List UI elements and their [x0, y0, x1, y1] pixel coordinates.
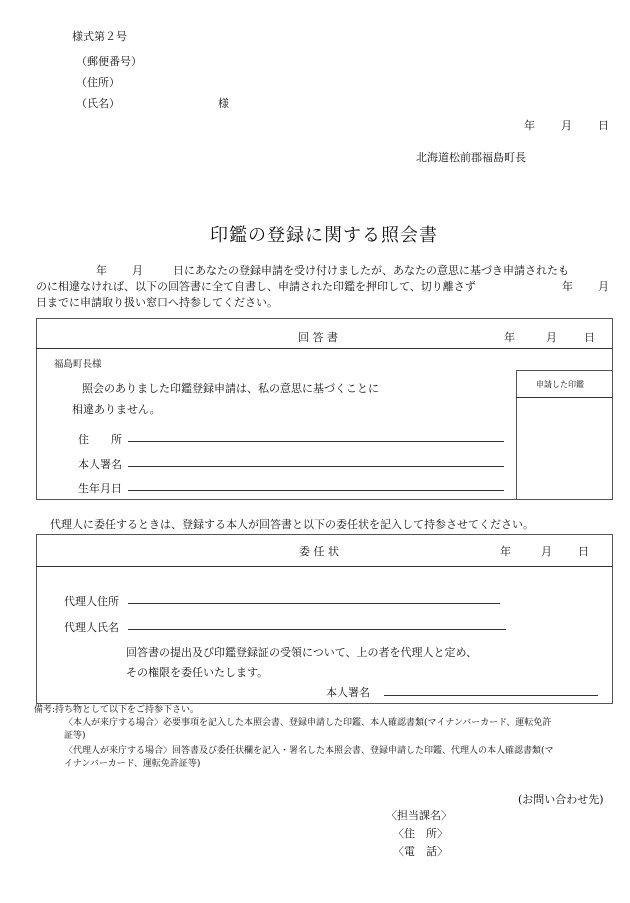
- notes-intro: 備考:持ち物として以下をご持参下さい。: [34, 705, 200, 715]
- seal-box-label: 申請した印鑑: [536, 380, 584, 389]
- contact-heading: (お問い合わせ先): [518, 793, 604, 806]
- reply-header-divider: [36, 348, 613, 349]
- reply-signature-field[interactable]: [128, 466, 504, 467]
- proxy-date-month: 月: [541, 545, 552, 558]
- proxy-heading: 委 任 状: [299, 545, 339, 558]
- reply-address-label: 住 所: [78, 433, 122, 446]
- form-number: 様式第２号: [72, 30, 127, 43]
- reply-dob-label: 生年月日: [78, 482, 122, 495]
- agent-address-label: 代理人住所: [64, 595, 119, 608]
- proxy-notice: 代理人に委任するときは、登録する本人が回答書と以下の委任状を記入して持参させてください。: [50, 518, 534, 531]
- intro-line-2-month: 月: [598, 280, 609, 293]
- contact-department: 〈担当課名〉: [386, 809, 452, 822]
- header-date-month: 月: [561, 119, 572, 132]
- proxy-header-divider: [36, 566, 613, 567]
- reply-signature-label: 本人署名: [78, 458, 122, 471]
- postal-code-label: （郵便番号）: [76, 55, 142, 68]
- intro-line-2-year: 年: [562, 280, 573, 293]
- header-date-year: 年: [524, 119, 535, 132]
- honorific-sama: 様: [218, 97, 229, 110]
- proxy-date-year: 年: [500, 545, 511, 558]
- issuer-name: 北海道松前郡福島町長: [416, 151, 526, 164]
- notes-agent-line-1: 〈代理人が来庁する場合〉回答書及び委任状欄を記入・署名した本照会書、登録申請した印鑑、代理人の本人確認書類(マ: [64, 746, 554, 756]
- agent-address-field[interactable]: [128, 603, 500, 604]
- name-label: （氏名）: [76, 97, 120, 110]
- intro-line-1: 日にあなたの登録申請を受け付けましたが、あなたの意思に基づき申請されたも: [173, 264, 569, 277]
- agent-name-label: 代理人氏名: [64, 621, 119, 634]
- notes-self-line-1: 〈本人が来庁する場合〉必要事項を記入した本照会書、登録申請した印鑑、本人確認書類(マイナンバーカード、運転免許: [64, 718, 552, 728]
- reply-body-line-2: 相違ありません。: [72, 403, 161, 416]
- reply-heading: 回 答 書: [298, 331, 338, 344]
- proxy-date-day: 日: [578, 545, 589, 558]
- reply-dob-field[interactable]: [128, 490, 504, 491]
- intro-month: 月: [132, 264, 143, 277]
- address-label: （住所）: [76, 76, 120, 89]
- contact-address: 〈住 所〉: [393, 827, 448, 840]
- notes-agent-line-2: イナンバーカード、運転免許証等): [64, 759, 201, 769]
- notes-self-line-2: 証等): [64, 731, 86, 741]
- reply-addressee: 福島町長様: [54, 359, 102, 370]
- intro-line-2: のに相違なければ、以下の回答書に全て自書し、申請された印鑑を押印して、切り離さず: [36, 280, 476, 293]
- reply-body-line-1: 照会のありました印鑑登録申請は、私の意思に基づくことに: [82, 382, 379, 395]
- seal-box-divider: [516, 397, 613, 398]
- reply-date-year: 年: [504, 331, 515, 344]
- reply-date-day: 日: [584, 331, 595, 344]
- principal-signature-label: 本人署名: [326, 686, 370, 699]
- header-date-day: 日: [598, 119, 609, 132]
- intro-year: 年: [96, 264, 107, 277]
- proxy-body-line-2: その権限を委任いたします。: [126, 666, 269, 679]
- reply-address-field[interactable]: [128, 441, 504, 442]
- reply-date-month: 月: [546, 331, 557, 344]
- intro-line-3: 日までに申請取り扱い窓口へ持参してください。: [36, 296, 278, 309]
- principal-signature-field[interactable]: [384, 695, 598, 696]
- contact-phone: 〈電 話〉: [393, 845, 448, 858]
- page-title: 印鑑の登録に関する照会書: [210, 225, 438, 246]
- proxy-body-line-1: 回答書の提出及び印鑑登録証の受領について、上の者を代理人と定め、: [126, 646, 478, 659]
- agent-name-field[interactable]: [128, 629, 506, 630]
- proxy-form: [36, 534, 613, 704]
